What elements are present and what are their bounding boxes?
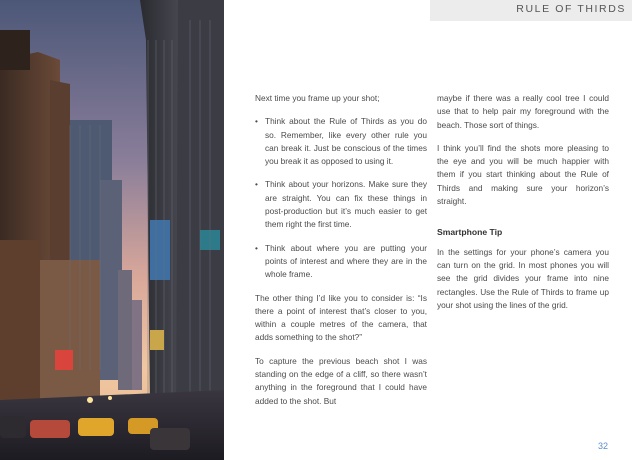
right-text-column — [437, 92, 609, 322]
list-item: • Think about where you are putting your points of interest and where they are in the whole frame. — [255, 242, 427, 280]
bullet-dot: • — [255, 116, 258, 127]
beach-shot-paragraph: To capture the previous beach shot I was standing on the edge of a cliff, so there wasn’t anything in the foreground that I could have added to the shot. But — [255, 355, 427, 406]
pleasing-paragraph: I think you’ll find the shots more pleasing to the eye and you will be much happier with them if you start thinking about the Rule of Thirds and making sure your horizon’s straight. — [437, 142, 609, 207]
list-item: • Think about your horizons. Make sure they are straight. You can fix these things in post-production but it’s much easier to get them right the first time. — [255, 179, 427, 230]
consider-paragraph: The other thing I’d like you to consider is: “Is there a point of interest that’s closer to you, within a couple metres of the camera, that adds something to the shot?” — [255, 292, 427, 343]
page-number: 32 — [598, 441, 609, 451]
list-item: • Think about the Rule of Thirds as you do so. Remember, like every other rule you can break it. Just be conscious of the times you break it as opposed to using it. — [255, 116, 427, 167]
bullet-dot: • — [255, 179, 258, 190]
tips-list — [255, 115, 427, 281]
city-street-photo — [0, 0, 224, 460]
header-band — [430, 0, 632, 21]
bullet-dot: • — [255, 242, 258, 253]
tree-paragraph: maybe if there was a really cool tree I could use that to help pair my foreground with the beach. Those sort of things. — [437, 93, 609, 130]
left-text-column — [255, 92, 427, 418]
smartphone-tip-paragraph: In the settings for your phone’s camera you can turn on the grid. In most phones you will see the grid divides your frame into nine rectangles. Use the Rule of Thirds to frame up your shot using the lines of the grid. — [437, 246, 609, 310]
chapter-title: RULE OF THIRDS — [516, 3, 626, 15]
smartphone-tip-heading: Smartphone Tip — [437, 227, 503, 238]
intro-paragraph: Next time you frame up your shot; — [255, 93, 380, 103]
